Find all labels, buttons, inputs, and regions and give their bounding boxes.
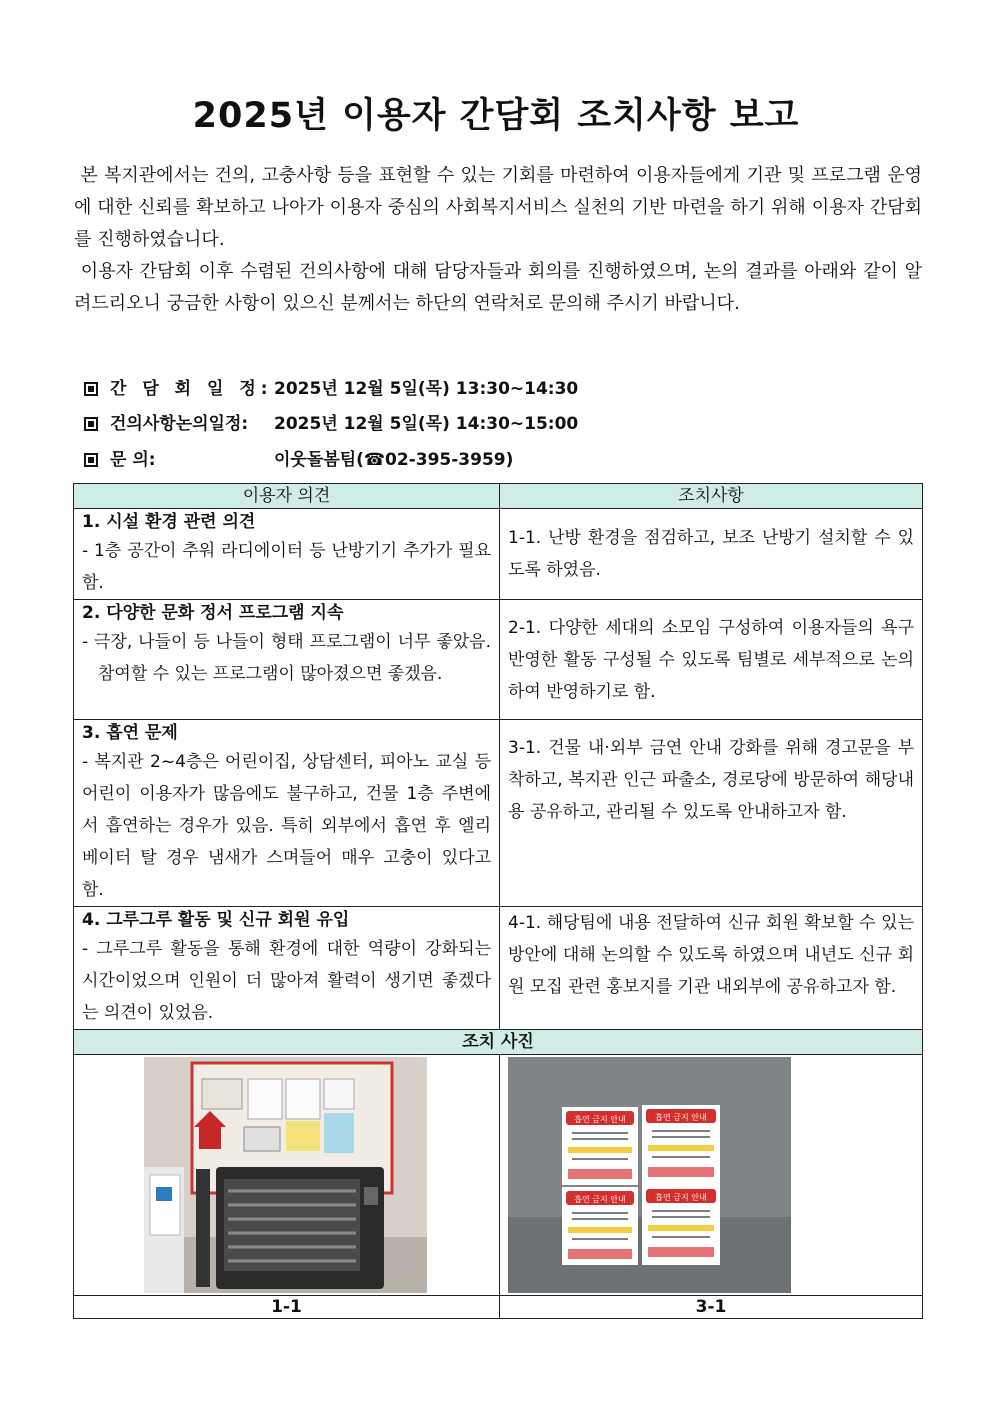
action-text: 2-1. 다양한 세대의 소모임 구성하여 이용자들의 욕구 반영한 활동 구성될 수 있도록 팀별로 세부적으로 논의하여 반영하기로 함. — [500, 600, 923, 720]
opinion-title: 4. 그루그루 활동 및 신규 회원 유입 — [82, 910, 350, 930]
info-value: 2025년 12월 5일(목) 13:30~14:30 — [274, 379, 579, 399]
opinion-action-table — [73, 483, 923, 1319]
square-bullet-icon — [84, 382, 98, 396]
info-label: 문 의: — [110, 450, 156, 470]
heater-photo — [144, 1057, 427, 1293]
notice-title: 흡연 금지 안내 — [574, 1195, 626, 1204]
info-label: 간 담 회 일 정: — [110, 379, 273, 399]
square-bullet-icon — [84, 453, 98, 467]
square-bullet-icon — [84, 417, 98, 431]
opinion-body: - 극장, 나들이 등 나들이 형태 프로그램이 너무 좋았음. 참여할 수 있는 프로그램이 많아졌으면 좋겠음. — [82, 632, 491, 684]
no-smoking-notice-photo — [508, 1057, 791, 1293]
notice-title: 흡연 금지 안내 — [574, 1115, 626, 1124]
column-header-opinion: 이용자 의견 — [74, 484, 500, 509]
table-row — [74, 600, 923, 720]
action-text: 3-1. 건물 내·외부 금연 안내 강화를 위해 경고문을 부착하고, 복지관 인근 파출소, 경로당에 방문하여 해당내용 공유하고, 관리될 수 있도록 안내하고자 함. — [508, 738, 914, 822]
action-text: 1-1. 난방 환경을 점검하고, 보조 난방기 설치할 수 있도록 하였음. — [500, 509, 923, 600]
photo-section-header: 조치 사진 — [74, 1030, 923, 1055]
photo-cell-notice — [500, 1055, 923, 1296]
table-row — [74, 720, 923, 907]
info-contact — [84, 445, 513, 469]
intro-paragraph-2: 이용자 간담회 이후 수렴된 건의사항에 대해 담당자들과 회의를 진행하였으며, 논의 결과를 아래와 같이 알려드리오니 궁금한 사항이 있으신 분께서는 하단의 연락처로 문의해 주시기 바랍니다. — [74, 261, 922, 314]
info-value: 2025년 12월 5일(목) 14:30~15:00 — [274, 414, 579, 434]
info-label: 건의사항논의일정: — [110, 414, 249, 434]
info-meeting-schedule — [84, 374, 578, 398]
photo-caption: 3-1 — [500, 1296, 923, 1319]
action-cell — [500, 907, 923, 1030]
action-text: 4-1. 해당팀에 내용 전달하여 신규 회원 확보할 수 있는 방안에 대해 논의할 수 있도록 하였으며 내년도 신규 회원 모집 관련 홍보지를 기관 내외부에 공유하고자 함. — [508, 913, 914, 997]
photo-caption: 1-1 — [74, 1296, 500, 1319]
opinion-title: 3. 흡연 문제 — [82, 723, 178, 743]
opinion-title: 1. 시설 환경 관련 의견 — [82, 512, 256, 532]
info-value: 이웃돌봄팀(☎02-395-3959) — [274, 450, 514, 470]
action-cell — [500, 720, 923, 907]
notice-title: 흡연 금지 안내 — [655, 1113, 707, 1122]
table-row — [74, 907, 923, 1030]
opinion-body: - 1층 공간이 추워 라디에이터 등 난방기기 추가가 필요함. — [82, 541, 491, 593]
page-title: 2025년 이용자 간담회 조치사항 보고 — [192, 96, 800, 136]
photo-cell-heater — [74, 1055, 500, 1296]
opinion-body: - 복지관 2~4층은 어린이집, 상담센터, 피아노 교실 등 어린이 이용자가 많음에도 불구하고, 건물 1층 주변에서 흡연하는 경우가 있음. 특히 외부에서 흡연 후 엘리베이터 탈 경우 냄새가 스며들어 매우 고충이 있다고 함. — [82, 752, 491, 900]
intro-paragraph-1: 본 복지관에서는 건의, 고충사항 등을 표현할 수 있는 기회를 마련하여 이용자들에게 기관 및 프로그램 운영에 대한 신뢰를 확보하고 나아가 이용자 중심의 사회복지서비스 실천의 기반 마련을 하기 위해 이용자 간담회를 진행하였습니다. — [74, 165, 922, 250]
notice-title: 흡연 금지 안내 — [655, 1193, 707, 1202]
table-row — [74, 509, 923, 600]
info-discussion-schedule — [84, 409, 578, 433]
opinion-title: 2. 다양한 문화 정서 프로그램 지속 — [82, 603, 344, 623]
opinion-body: - 그루그루 활동을 통해 환경에 대한 역량이 강화되는 시간이었으며 인원이 더 많아져 활력이 생기면 좋겠다는 의견이 있었음. — [82, 939, 491, 1023]
column-header-action: 조치사항 — [500, 484, 923, 509]
